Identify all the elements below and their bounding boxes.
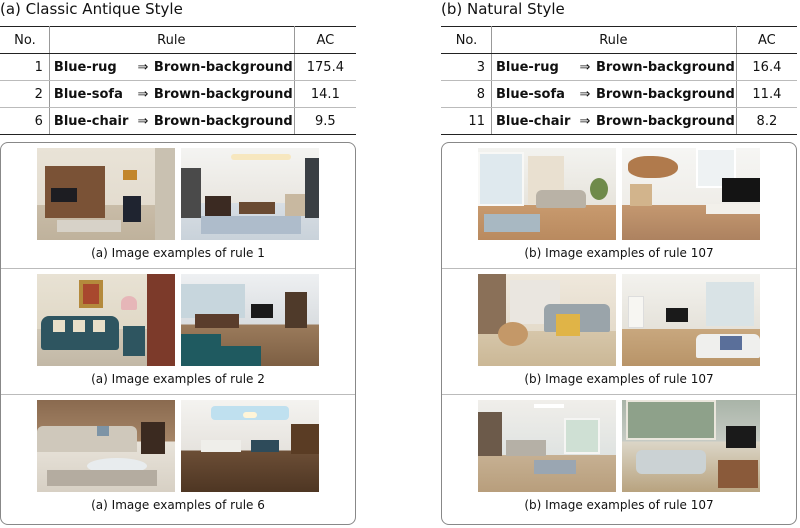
interior-photo [37, 274, 175, 366]
rule-antecedent: Blue-rug [495, 59, 559, 75]
rule-ac: 8.2 [736, 108, 797, 135]
example-caption: (a) Image examples of rule 1 [91, 246, 265, 260]
interior-photo [181, 148, 319, 240]
panel-natural [441, 0, 797, 525]
rule-cell [491, 54, 736, 81]
example-caption: (b) Image examples of rule 107 [524, 498, 714, 512]
interior-photo [622, 148, 760, 240]
table-row [441, 108, 797, 135]
header-no: No. [0, 27, 49, 54]
implies-arrow: ⇒ [579, 59, 591, 75]
rule-number: 2 [0, 81, 49, 108]
rule-ac: 175.4 [294, 54, 356, 81]
rule-ac: 9.5 [294, 108, 356, 135]
table-header-row [0, 27, 356, 54]
table-row [0, 108, 356, 135]
example-row [1, 143, 355, 269]
interior-photo [37, 400, 175, 492]
header-rule: Rule [49, 27, 294, 54]
rule-consequent: Brown-background [595, 113, 735, 129]
rule-antecedent: Blue-chair [495, 113, 571, 129]
example-row [442, 395, 796, 521]
interior-photo [622, 274, 760, 366]
rule-ac: 11.4 [736, 81, 797, 108]
header-no: No. [441, 27, 491, 54]
rule-number: 3 [441, 54, 491, 81]
example-caption: (a) Image examples of rule 2 [91, 372, 265, 386]
header-ac: AC [294, 27, 356, 54]
example-caption: (b) Image examples of rule 107 [524, 372, 714, 386]
example-row [442, 269, 796, 395]
rule-cell [49, 108, 294, 135]
image-examples-box [0, 142, 356, 525]
rule-cell [49, 81, 294, 108]
example-caption: (a) Image examples of rule 6 [91, 498, 265, 512]
example-row [1, 395, 355, 521]
rule-antecedent: Blue-sofa [495, 86, 565, 102]
interior-photo [37, 148, 175, 240]
rule-number: 11 [441, 108, 491, 135]
table-row [441, 54, 797, 81]
interior-photo [478, 274, 616, 366]
table-row [0, 54, 356, 81]
interior-photo [181, 274, 319, 366]
rule-antecedent: Blue-rug [53, 59, 117, 75]
implies-arrow: ⇒ [579, 113, 591, 129]
rule-number: 1 [0, 54, 49, 81]
header-ac: AC [736, 27, 797, 54]
header-rule: Rule [491, 27, 736, 54]
rule-consequent: Brown-background [595, 86, 735, 102]
example-row [442, 143, 796, 269]
rule-cell [491, 81, 736, 108]
rules-table [441, 26, 797, 135]
implies-arrow: ⇒ [579, 86, 591, 102]
rule-number: 6 [0, 108, 49, 135]
panel-classic-antique [0, 0, 356, 525]
example-caption: (b) Image examples of rule 107 [524, 246, 714, 260]
panel-title: (a) Classic Antique Style [0, 0, 183, 18]
panel-title: (b) Natural Style [441, 0, 565, 18]
table-header-row [441, 27, 797, 54]
interior-photo [478, 400, 616, 492]
rule-consequent: Brown-background [595, 59, 735, 75]
table-row [0, 81, 356, 108]
image-examples-box [441, 142, 797, 525]
rule-antecedent: Blue-sofa [53, 86, 123, 102]
rule-ac: 14.1 [294, 81, 356, 108]
rule-cell [49, 54, 294, 81]
implies-arrow: ⇒ [137, 113, 149, 129]
rule-number: 8 [441, 81, 491, 108]
implies-arrow: ⇒ [137, 86, 149, 102]
table-row [441, 81, 797, 108]
implies-arrow: ⇒ [137, 59, 149, 75]
interior-photo [478, 148, 616, 240]
example-row [1, 269, 355, 395]
rule-ac: 16.4 [736, 54, 797, 81]
rule-consequent: Brown-background [153, 59, 293, 75]
rule-antecedent: Blue-chair [53, 113, 129, 129]
rule-consequent: Brown-background [153, 113, 293, 129]
rule-cell [491, 108, 736, 135]
rule-consequent: Brown-background [153, 86, 293, 102]
rules-table [0, 26, 356, 135]
interior-photo [622, 400, 760, 492]
interior-photo [181, 400, 319, 492]
